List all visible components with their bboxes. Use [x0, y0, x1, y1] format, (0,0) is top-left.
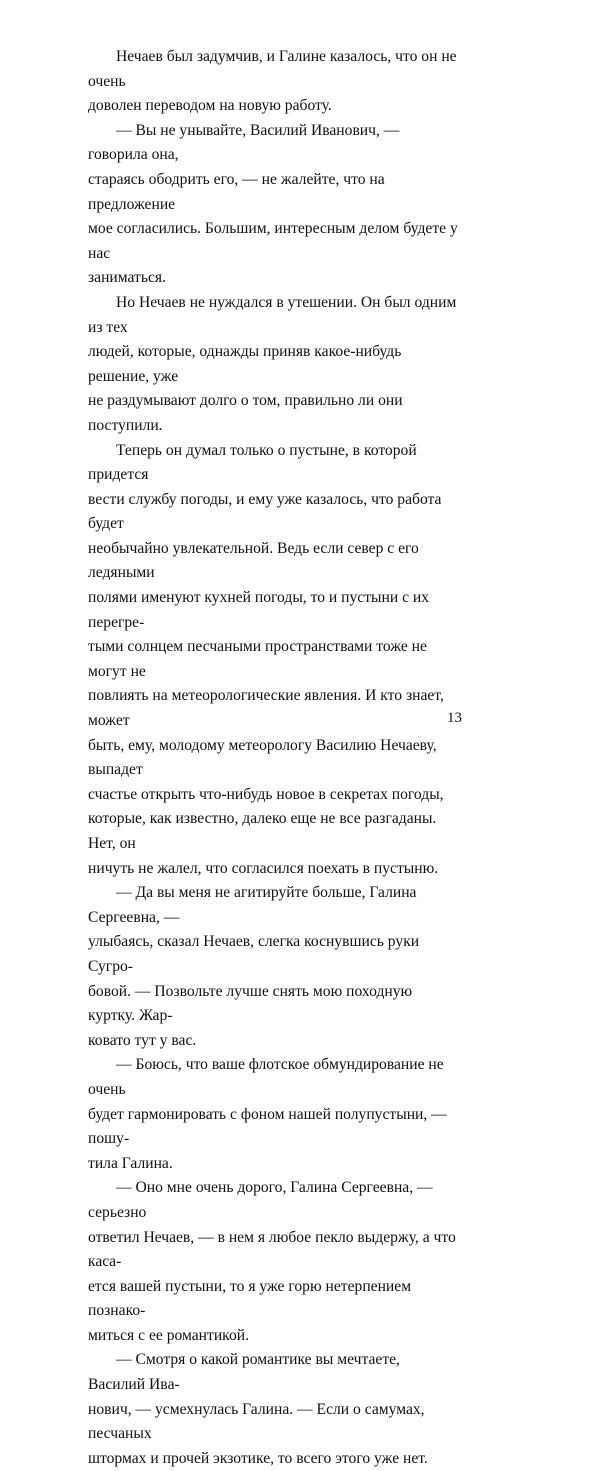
text-line: ответил Нечаев, — в нем я любое пекло выдержу, а что касa- — [88, 1228, 456, 1271]
text-line: миться с ее романтикой. — [88, 1326, 250, 1344]
text-line: Нечаев был задумчив, и Галине казалось, что он не очень — [88, 48, 457, 90]
text-line: — Да вы меня не агитируйте больше, Галина Сергеевна, — — [88, 884, 417, 926]
text-line: — Оно мне очень дорого, Галина Сергеевна, — серьезно — [88, 1179, 433, 1221]
text-line: людей, которые, однажды приняв какое-нибудь решение, уже — [88, 343, 402, 385]
paragraph-4 — [88, 439, 460, 882]
text-line: Теперь он думал только о пустыне, в которой придется — [88, 441, 417, 484]
text-line: ковато тут у вас. — [88, 1031, 197, 1049]
text-line: штормах и прочей экзотике, то всего этого уже нет. — [88, 1449, 428, 1467]
text-line: нович, — усмехнулась Галина. — Если о самумах, песчаных — [88, 1400, 425, 1443]
text-line: счастье открыть что-нибудь новое в секретах погоды, — [88, 785, 444, 803]
text-line: ется вашей пустыни, то я уже горю нетерпением познако- — [88, 1277, 412, 1320]
text-line: доволен переводом на новую работу. — [88, 97, 332, 115]
text-line: — Вы не унывайте, Василий Иванович, — говорила она, — [88, 121, 400, 164]
text-line: вести службу погоды, и ему уже казалось, что работа будет — [88, 490, 442, 533]
text-line: стараясь ободрить его, — не жалейте, что на предложение — [88, 170, 385, 213]
text-line: не раздумывают долго о том, правильно ли они поступили. — [88, 392, 403, 434]
text-line: заниматься. — [88, 269, 166, 287]
text-line: бовой. — Позвольте лучше снять мою походную куртку. Жар- — [88, 982, 413, 1025]
text-line: тыми солнцем песчаными пространствами тоже не могут не — [88, 638, 427, 680]
paragraph-1 — [88, 45, 460, 119]
text-line: — Смотря о какой романтике вы мечтаете, Василий Ивa- — [88, 1351, 400, 1394]
text-line: ничуть не жалел, что согласился поехать в пустыню. — [88, 859, 439, 877]
paragraph-8 — [88, 1348, 460, 1471]
text-line: будет гармонировать с фоном нашей полупустыни, — пошу- — [88, 1105, 447, 1148]
text-line: улыбаясь, сказал Нечаев, слегка коснувшись руки Сугро- — [88, 933, 420, 975]
text-line: полями именуют кухней погоды, то и пустыни с их перегре- — [88, 589, 430, 631]
text-line: мое согласились. Большим, интересным делом будете у нас — [88, 220, 458, 262]
text-line: Но Нечаев не нуждался в утешении. Он был одним из тех — [88, 293, 457, 336]
text-line: тила Галина. — [88, 1154, 173, 1172]
paragraph-5 — [88, 881, 460, 1053]
text-line: быть, ему, молодому метеорологу Василию Нечаеву, выпадет — [88, 736, 437, 779]
paragraph-6 — [88, 1053, 460, 1176]
body-text — [88, 45, 460, 1471]
page-number: 13 — [447, 710, 462, 726]
text-line: — Боюсь, что ваше флотское обмундирование не очень — [88, 1056, 444, 1098]
paragraph-3 — [88, 291, 460, 439]
text-line: повлиять на метеорологические явления. И кто знает, может — [88, 687, 444, 730]
text-line: которые, как известно, далеко еще не все разгаданы. Нет, он — [88, 810, 437, 852]
paragraph-7 — [88, 1176, 460, 1348]
paragraph-2 — [88, 119, 460, 291]
text-line: необычайно увлекательной. Ведь если север с его ледяными — [88, 539, 419, 582]
